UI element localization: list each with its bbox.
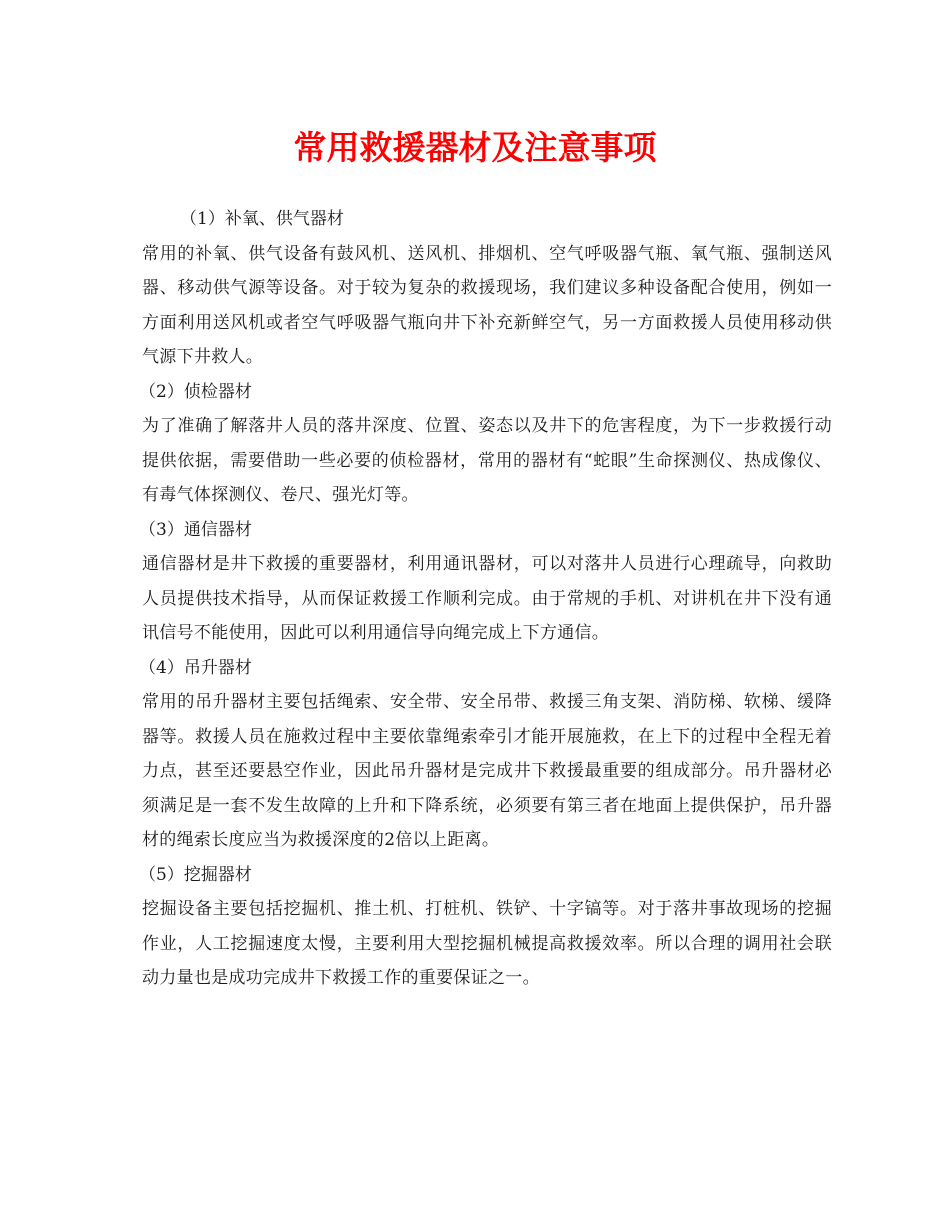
section-heading: （1）补氧、供气器材: [180, 209, 344, 229]
section-excavation: [139, 858, 832, 996]
document-title: 常用救援器材及注意事项: [293, 128, 657, 167]
section-heading: （2）侦检器材: [139, 381, 252, 402]
section-heading: （4）吊升器材: [139, 657, 252, 678]
section-paragraph: 通信器材是井下救援的重要器材，利用通讯器材，可以对落井人员进行心理疏导，向救助人员提供技术指导，从而保证救援工作顺利完成。由于常规的手机、对讲机在井下没有通讯信号不能使用，因此可以利用通信导向绳完成上下方通信。: [142, 554, 832, 643]
section-paragraph: 常用的补氧、供气设备有鼓风机、送风机、排烟机、空气呼吸器气瓶、氧气瓶、强制送风器、移动供气源等设备。对于较为复杂的救援现场，我们建议多种设备配合使用，例如一方面利用送风机或者空气呼吸器气瓶向井下补充新鲜空气，另一方面救援人员使用移动供气源下井救人。: [142, 243, 832, 367]
section-heading: （5）挖掘器材: [139, 864, 252, 885]
section-heading: （3）通信器材: [139, 519, 252, 540]
section-lifting: [139, 651, 832, 858]
section-oxygen-supply: [142, 202, 832, 375]
section-paragraph: 常用的吊升器材主要包括绳索、安全带、安全吊带、救援三角支架、消防梯、软梯、缓降器等。救援人员在施救过程中主要依靠绳索牵引才能开展施救，在上下的过程中全程无着力点，甚至还要悬空作业，因此吊升器材是完成井下救援最重要的组成部分。吊升器材必须满足是一套不发生故障的上升和下降系统，必须要有第三者在地面上提供保护，吊升器材的绳索长度应当为救援深度的2倍以上距离。: [142, 692, 832, 850]
section-communication: [139, 513, 832, 651]
section-detection: [139, 375, 832, 513]
document-body: [139, 202, 832, 996]
section-paragraph: 为了准确了解落井人员的落井深度、位置、姿态以及井下的危害程度，为下一步救援行动提供依据，需要借助一些必要的侦检器材，常用的器材有“蛇眼”生命探测仪、热成像仪、有毒气体探测仪、卷尺、强光灯等。: [142, 416, 832, 505]
section-paragraph: 挖掘设备主要包括挖掘机、推土机、打桩机、铁铲、十字镐等。对于落井事故现场的挖掘作业，人工挖掘速度太慢，主要利用大型挖掘机械提高救援效率。所以合理的调用社会联动力量也是成功完成井下救援工作的重要保证之一。: [142, 899, 832, 988]
